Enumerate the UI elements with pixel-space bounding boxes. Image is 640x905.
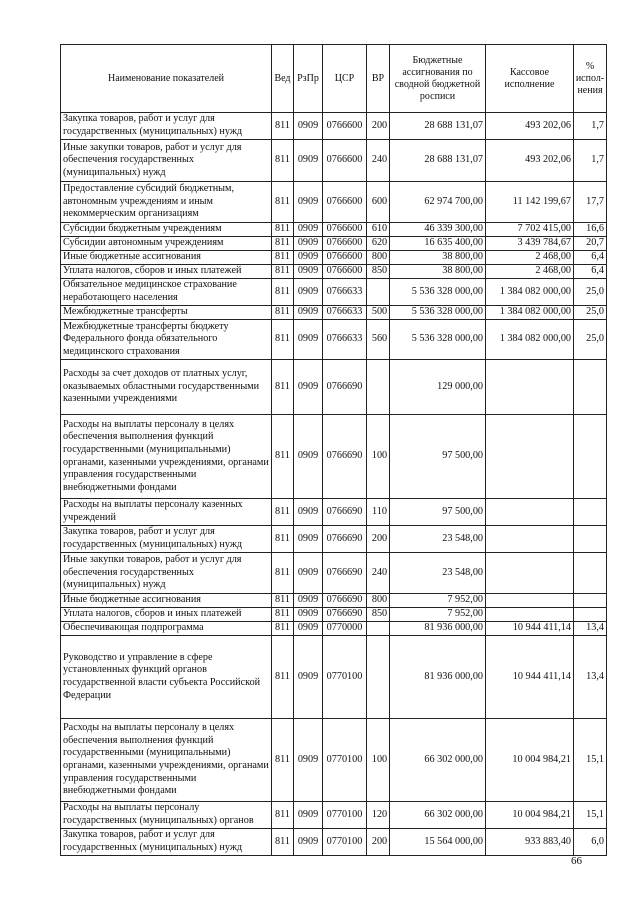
cell-cash: 2 468,00 bbox=[486, 251, 574, 265]
table-header-row bbox=[61, 45, 607, 113]
cell-name: Обязательное медицинское страхование неработающего населения bbox=[61, 279, 272, 306]
cell-name: Субсидии автономным учреждениям bbox=[61, 237, 272, 251]
cell-vr: 100 bbox=[367, 719, 390, 802]
table-row bbox=[61, 608, 607, 622]
cell-csr: 0766690 bbox=[323, 499, 367, 526]
cell-rzpr: 0909 bbox=[294, 306, 323, 320]
cell-ved: 811 bbox=[272, 140, 294, 182]
cell-cash: 933 883,40 bbox=[486, 829, 574, 856]
cell-pct: 13,4 bbox=[574, 636, 607, 719]
cell-cash: 11 142 199,67 bbox=[486, 182, 574, 223]
cell-vr: 240 bbox=[367, 553, 390, 594]
cell-cash bbox=[486, 594, 574, 608]
cell-csr: 0766690 bbox=[323, 526, 367, 553]
cell-budget: 23 548,00 bbox=[390, 526, 486, 553]
cell-cash: 2 468,00 bbox=[486, 265, 574, 279]
table-row bbox=[61, 829, 607, 856]
cell-pct bbox=[574, 608, 607, 622]
cell-ved: 811 bbox=[272, 608, 294, 622]
cell-csr: 0770000 bbox=[323, 622, 367, 636]
table-row bbox=[61, 279, 607, 306]
cell-name: Закупка товаров, работ и услуг для государственных (муниципальных) нужд bbox=[61, 113, 272, 140]
cell-name: Расходы на выплаты персоналу казенных учреждений bbox=[61, 499, 272, 526]
cell-ved: 811 bbox=[272, 265, 294, 279]
cell-cash bbox=[486, 553, 574, 594]
cell-pct: 6,0 bbox=[574, 829, 607, 856]
cell-vr: 850 bbox=[367, 265, 390, 279]
header-cash: Кассовое исполнение bbox=[486, 45, 574, 113]
table-row bbox=[61, 306, 607, 320]
cell-cash: 10 944 411,14 bbox=[486, 622, 574, 636]
cell-pct: 15,1 bbox=[574, 802, 607, 829]
table-row bbox=[61, 182, 607, 223]
cell-rzpr: 0909 bbox=[294, 622, 323, 636]
cell-cash: 1 384 082 000,00 bbox=[486, 306, 574, 320]
cell-budget: 81 936 000,00 bbox=[390, 622, 486, 636]
cell-ved: 811 bbox=[272, 306, 294, 320]
cell-budget: 46 339 300,00 bbox=[390, 223, 486, 237]
cell-cash bbox=[486, 499, 574, 526]
table-row bbox=[61, 265, 607, 279]
cell-vr: 850 bbox=[367, 608, 390, 622]
page-number: 66 bbox=[571, 855, 582, 867]
cell-ved: 811 bbox=[272, 622, 294, 636]
header-budget: Бюджетные ассигнования по сводной бюджетной росписи bbox=[390, 45, 486, 113]
cell-vr: 200 bbox=[367, 829, 390, 856]
cell-name: Расходы на выплаты персоналу в целях обеспечения выполнения функций государственными (муниципальными) органами, казенными учреждениями, органами управления государственными внебюджетными фондами bbox=[61, 415, 272, 499]
cell-cash bbox=[486, 360, 574, 415]
cell-csr: 0770100 bbox=[323, 802, 367, 829]
cell-name: Расходы на выплаты персоналу в целях обеспечения выполнения функций государственными (муниципальными) органами, казенными учреждениями, органами управления государственными внебюджетными фондами bbox=[61, 719, 272, 802]
cell-budget: 5 536 328 000,00 bbox=[390, 320, 486, 360]
cell-pct: 6,4 bbox=[574, 251, 607, 265]
cell-csr: 0766600 bbox=[323, 140, 367, 182]
cell-rzpr: 0909 bbox=[294, 223, 323, 237]
cell-csr: 0766690 bbox=[323, 594, 367, 608]
cell-rzpr: 0909 bbox=[294, 829, 323, 856]
cell-cash: 1 384 082 000,00 bbox=[486, 279, 574, 306]
cell-csr: 0766600 bbox=[323, 182, 367, 223]
cell-cash: 10 944 411,14 bbox=[486, 636, 574, 719]
cell-csr: 0766690 bbox=[323, 415, 367, 499]
cell-vr bbox=[367, 360, 390, 415]
cell-vr: 620 bbox=[367, 237, 390, 251]
cell-ved: 811 bbox=[272, 415, 294, 499]
cell-csr: 0770100 bbox=[323, 719, 367, 802]
cell-vr bbox=[367, 622, 390, 636]
cell-cash bbox=[486, 608, 574, 622]
table-row bbox=[61, 526, 607, 553]
cell-csr: 0766690 bbox=[323, 553, 367, 594]
cell-rzpr: 0909 bbox=[294, 182, 323, 223]
cell-ved: 811 bbox=[272, 594, 294, 608]
cell-rzpr: 0909 bbox=[294, 526, 323, 553]
cell-vr: 600 bbox=[367, 182, 390, 223]
cell-vr: 610 bbox=[367, 223, 390, 237]
cell-csr: 0766600 bbox=[323, 237, 367, 251]
cell-rzpr: 0909 bbox=[294, 415, 323, 499]
cell-csr: 0766600 bbox=[323, 223, 367, 237]
cell-budget: 7 952,00 bbox=[390, 608, 486, 622]
cell-rzpr: 0909 bbox=[294, 802, 323, 829]
cell-budget: 97 500,00 bbox=[390, 499, 486, 526]
cell-pct bbox=[574, 526, 607, 553]
cell-name: Расходы на выплаты персоналу государственных (муниципальных) органов bbox=[61, 802, 272, 829]
table-row bbox=[61, 553, 607, 594]
cell-ved: 811 bbox=[272, 829, 294, 856]
cell-rzpr: 0909 bbox=[294, 608, 323, 622]
cell-cash: 493 202,06 bbox=[486, 113, 574, 140]
cell-rzpr: 0909 bbox=[294, 499, 323, 526]
cell-name: Закупка товаров, работ и услуг для государственных (муниципальных) нужд bbox=[61, 829, 272, 856]
cell-budget: 28 688 131,07 bbox=[390, 113, 486, 140]
cell-name: Иные бюджетные ассигнования bbox=[61, 594, 272, 608]
cell-pct: 1,7 bbox=[574, 113, 607, 140]
cell-budget: 97 500,00 bbox=[390, 415, 486, 499]
cell-budget: 23 548,00 bbox=[390, 553, 486, 594]
cell-pct bbox=[574, 594, 607, 608]
cell-ved: 811 bbox=[272, 182, 294, 223]
cell-pct: 1,7 bbox=[574, 140, 607, 182]
cell-vr: 800 bbox=[367, 251, 390, 265]
cell-name: Руководство и управление в сфере установленных функций органов государственной власти субъекта Российской Федерации bbox=[61, 636, 272, 719]
cell-vr bbox=[367, 636, 390, 719]
cell-name: Предоставление субсидий бюджетным, автономным учреждениям и иным некоммерческим организациям bbox=[61, 182, 272, 223]
cell-csr: 0766690 bbox=[323, 608, 367, 622]
cell-rzpr: 0909 bbox=[294, 553, 323, 594]
table-row bbox=[61, 719, 607, 802]
cell-pct: 25,0 bbox=[574, 320, 607, 360]
cell-budget: 16 635 400,00 bbox=[390, 237, 486, 251]
cell-csr: 0766633 bbox=[323, 306, 367, 320]
table-body bbox=[61, 113, 607, 856]
cell-budget: 81 936 000,00 bbox=[390, 636, 486, 719]
cell-csr: 0766600 bbox=[323, 113, 367, 140]
cell-csr: 0770100 bbox=[323, 829, 367, 856]
cell-rzpr: 0909 bbox=[294, 636, 323, 719]
cell-vr bbox=[367, 279, 390, 306]
cell-cash bbox=[486, 415, 574, 499]
cell-cash: 1 384 082 000,00 bbox=[486, 320, 574, 360]
cell-vr: 800 bbox=[367, 594, 390, 608]
cell-pct: 20,7 bbox=[574, 237, 607, 251]
cell-budget: 5 536 328 000,00 bbox=[390, 279, 486, 306]
cell-pct: 15,1 bbox=[574, 719, 607, 802]
cell-cash bbox=[486, 526, 574, 553]
cell-csr: 0766633 bbox=[323, 320, 367, 360]
header-ved: Вед bbox=[272, 45, 294, 113]
cell-cash: 10 004 984,21 bbox=[486, 719, 574, 802]
header-rzpr: РзПр bbox=[294, 45, 323, 113]
table-row bbox=[61, 636, 607, 719]
table-row bbox=[61, 802, 607, 829]
cell-csr: 0770100 bbox=[323, 636, 367, 719]
cell-rzpr: 0909 bbox=[294, 360, 323, 415]
table-row bbox=[61, 594, 607, 608]
cell-name: Иные закупки товаров, работ и услуг для обеспечения государственных (муниципальных) нужд bbox=[61, 140, 272, 182]
cell-name: Иные закупки товаров, работ и услуг для обеспечения государственных (муниципальных) нужд bbox=[61, 553, 272, 594]
cell-ved: 811 bbox=[272, 237, 294, 251]
cell-csr: 0766690 bbox=[323, 360, 367, 415]
cell-ved: 811 bbox=[272, 719, 294, 802]
cell-pct bbox=[574, 553, 607, 594]
header-name: Наименование показателей bbox=[61, 45, 272, 113]
cell-budget: 129 000,00 bbox=[390, 360, 486, 415]
table-row bbox=[61, 113, 607, 140]
cell-budget: 5 536 328 000,00 bbox=[390, 306, 486, 320]
cell-cash: 10 004 984,21 bbox=[486, 802, 574, 829]
cell-rzpr: 0909 bbox=[294, 265, 323, 279]
cell-rzpr: 0909 bbox=[294, 279, 323, 306]
cell-rzpr: 0909 bbox=[294, 320, 323, 360]
cell-pct: 6,4 bbox=[574, 265, 607, 279]
cell-pct: 16,6 bbox=[574, 223, 607, 237]
table-row bbox=[61, 499, 607, 526]
cell-budget: 7 952,00 bbox=[390, 594, 486, 608]
cell-cash: 7 702 415,00 bbox=[486, 223, 574, 237]
cell-name: Расходы за счет доходов от платных услуг, оказываемых областными государственными казенными учреждениями bbox=[61, 360, 272, 415]
cell-rzpr: 0909 bbox=[294, 113, 323, 140]
cell-ved: 811 bbox=[272, 802, 294, 829]
header-pct: % испол-нения bbox=[574, 45, 607, 113]
cell-budget: 66 302 000,00 bbox=[390, 719, 486, 802]
cell-name: Межбюджетные трансферты bbox=[61, 306, 272, 320]
cell-budget: 15 564 000,00 bbox=[390, 829, 486, 856]
cell-ved: 811 bbox=[272, 223, 294, 237]
table-row bbox=[61, 360, 607, 415]
cell-csr: 0766633 bbox=[323, 279, 367, 306]
cell-rzpr: 0909 bbox=[294, 251, 323, 265]
cell-ved: 811 bbox=[272, 113, 294, 140]
cell-ved: 811 bbox=[272, 636, 294, 719]
cell-name: Обеспечивающая подпрограмма bbox=[61, 622, 272, 636]
header-csr: ЦСР bbox=[323, 45, 367, 113]
cell-cash: 3 439 784,67 bbox=[486, 237, 574, 251]
table-row bbox=[61, 415, 607, 499]
budget-execution-table bbox=[60, 44, 607, 856]
cell-vr: 240 bbox=[367, 140, 390, 182]
cell-vr: 120 bbox=[367, 802, 390, 829]
cell-name: Иные бюджетные ассигнования bbox=[61, 251, 272, 265]
cell-ved: 811 bbox=[272, 499, 294, 526]
cell-budget: 38 800,00 bbox=[390, 265, 486, 279]
cell-name: Уплата налогов, сборов и иных платежей bbox=[61, 265, 272, 279]
cell-vr: 100 bbox=[367, 415, 390, 499]
cell-vr: 500 bbox=[367, 306, 390, 320]
cell-name: Субсидии бюджетным учреждениям bbox=[61, 223, 272, 237]
cell-vr: 200 bbox=[367, 526, 390, 553]
cell-csr: 0766600 bbox=[323, 251, 367, 265]
cell-pct bbox=[574, 415, 607, 499]
cell-name: Межбюджетные трансферты бюджету Федерального фонда обязательного медицинского страхования bbox=[61, 320, 272, 360]
table-row bbox=[61, 237, 607, 251]
cell-budget: 66 302 000,00 bbox=[390, 802, 486, 829]
cell-pct: 13,4 bbox=[574, 622, 607, 636]
cell-pct: 25,0 bbox=[574, 306, 607, 320]
cell-vr: 200 bbox=[367, 113, 390, 140]
table-row bbox=[61, 223, 607, 237]
cell-budget: 38 800,00 bbox=[390, 251, 486, 265]
cell-ved: 811 bbox=[272, 279, 294, 306]
table-row bbox=[61, 251, 607, 265]
cell-rzpr: 0909 bbox=[294, 594, 323, 608]
cell-pct bbox=[574, 360, 607, 415]
table-row bbox=[61, 140, 607, 182]
cell-vr: 560 bbox=[367, 320, 390, 360]
cell-pct: 25,0 bbox=[574, 279, 607, 306]
cell-pct: 17,7 bbox=[574, 182, 607, 223]
cell-rzpr: 0909 bbox=[294, 719, 323, 802]
cell-name: Закупка товаров, работ и услуг для государственных (муниципальных) нужд bbox=[61, 526, 272, 553]
cell-ved: 811 bbox=[272, 360, 294, 415]
table-row bbox=[61, 622, 607, 636]
cell-budget: 28 688 131,07 bbox=[390, 140, 486, 182]
header-vr: ВР bbox=[367, 45, 390, 113]
cell-pct bbox=[574, 499, 607, 526]
cell-ved: 811 bbox=[272, 553, 294, 594]
cell-budget: 62 974 700,00 bbox=[390, 182, 486, 223]
cell-vr: 110 bbox=[367, 499, 390, 526]
cell-cash: 493 202,06 bbox=[486, 140, 574, 182]
cell-name: Уплата налогов, сборов и иных платежей bbox=[61, 608, 272, 622]
cell-ved: 811 bbox=[272, 526, 294, 553]
table-row bbox=[61, 320, 607, 360]
cell-ved: 811 bbox=[272, 320, 294, 360]
cell-rzpr: 0909 bbox=[294, 140, 323, 182]
cell-ved: 811 bbox=[272, 251, 294, 265]
cell-rzpr: 0909 bbox=[294, 237, 323, 251]
cell-csr: 0766600 bbox=[323, 265, 367, 279]
